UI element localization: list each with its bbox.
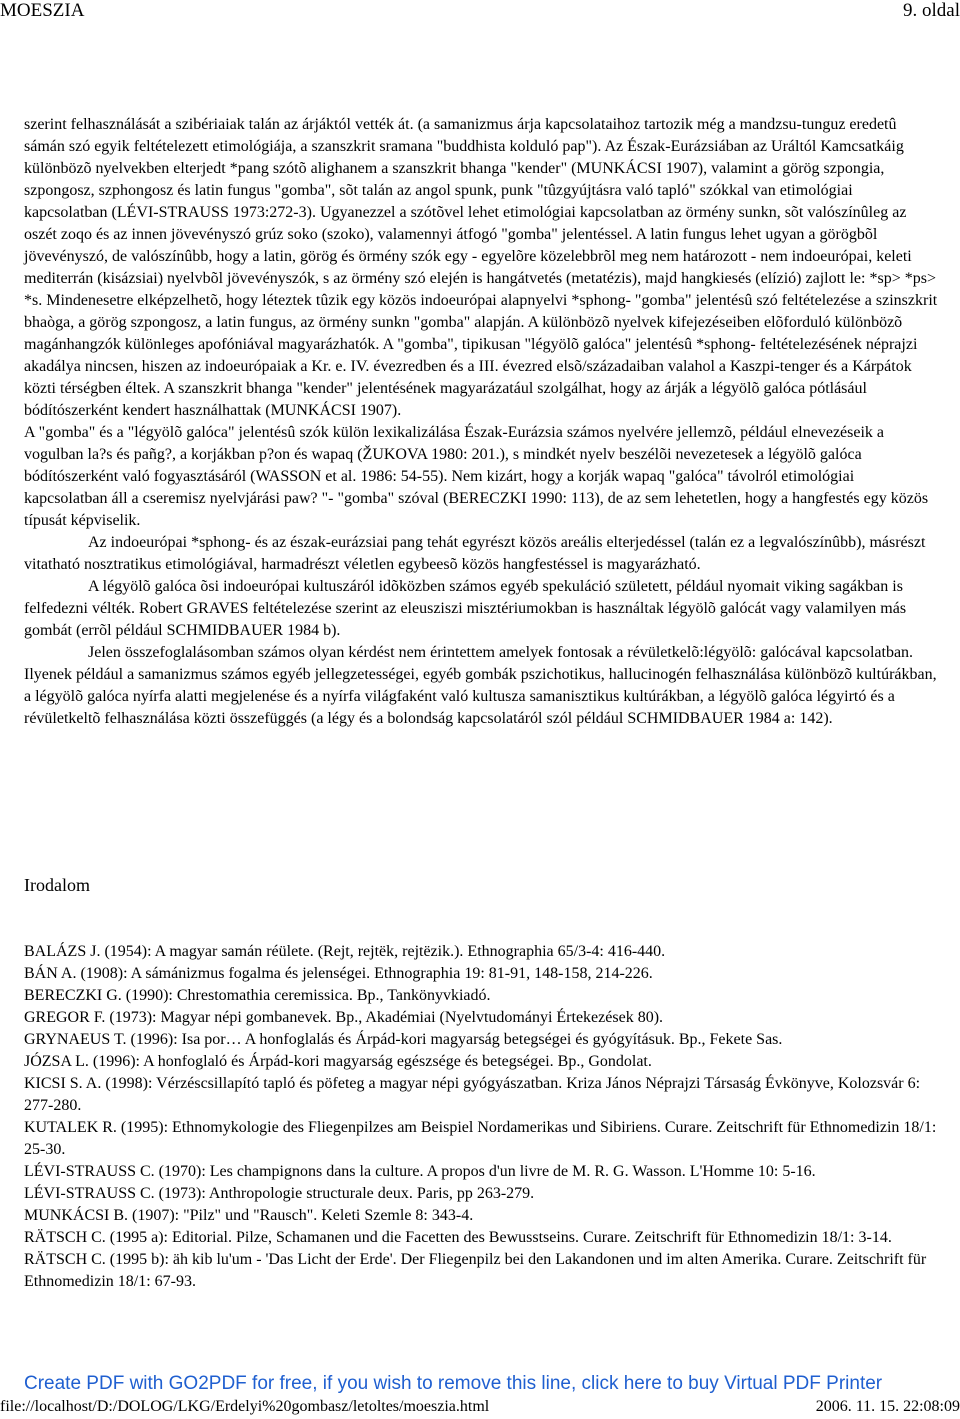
reference-item: KUTALEK R. (1995): Ethnomykologie des Fliegenpilzes am Beispiel Nordamerikas und Sibiriens. Curare. Zeitschrift für Ethnomedizin 18/1: 25-30. xyxy=(24,1119,937,1158)
article-body xyxy=(24,114,939,730)
reference-item: RÄTSCH C. (1995 b): äh kib lu'um - 'Das Licht der Erde'. Der Fliegenpilz bei den Lakandonen und im alten Amerika. Curare. Zeitschrift für Ethnomedizin 18/1: 67-93. xyxy=(24,1251,927,1290)
file-path: file://localhost/D:/DOLOG/LKG/Erdelyi%20gombasz/letoltes/moeszia.html xyxy=(0,1398,490,1415)
paragraph: A "gomba" és a "légyölõ galóca" jelentésû szók külön lexikalizálása Észak-Eurázsia számos nyelvére jellemzõ, például elnevezéseik a vogulban la?s és pañg?, a korjákban p?on és wapaq (ŽUKOVA 1980: 201.), s mindkét nyelv beszélõi nevezetesek a légyölõ galóca bódítószerként való fogyasztásáról (WASSON et al. 1986: 54-55). Nem kizárt, hogy a korják wapaq "galóca" távolról etimológiai kapcsolatban áll a cseremisz nyelvjárási paw? "- "gomba" szóval (BERECZKI 1990: 113), de az sem lehetetlen, hogy a hangfestés egy közös típusát képviselik. xyxy=(24,424,929,529)
page-header xyxy=(0,0,960,24)
reference-item: JÓZSA L. (1996): A honfoglaló és Árpád-kori magyarság egészsége és betegségei. Bp., Gondolat. xyxy=(24,1053,652,1070)
reference-item: KICSI S. A. (1998): Vérzéscsillapító tapló és pöfeteg a magyar népi gyógyászatban. Kriza János Néprajzi Társaság Évkönyve, Kolozsvár 6: 277-280. xyxy=(24,1075,921,1114)
reference-item: BERECZKI G. (1990): Chrestomathia ceremissica. Bp., Tankönyvkiadó. xyxy=(24,987,491,1004)
paragraph: A légyölõ galóca õsi indoeurópai kultuszáról idõközben számos egyéb spekuláció született, például nyomait viking sagákban is felfedezni vélték. Robert GRAVES feltételezése szerint az eleusziszi misztériumokban is használtak légyölõ galócát vagy valamilyen más gombát (errõl például SCHMIDBAUER 1984 b). xyxy=(24,578,907,639)
document-title: MOESZIA xyxy=(0,0,85,21)
paragraph: Az indoeurópai *sphong- és az észak-eurázsiai pang tehát egyrészt közös areális elterjedéssel (talán ez a legvalószínûbb), másrészt vitatható nosztratikus etimológiával, harmadrészt véletlen egybeesõ közös hangfestéssel is magyarázható. xyxy=(24,534,926,573)
page-number: 9. oldal xyxy=(903,0,960,21)
references-list xyxy=(24,941,939,1293)
go2pdf-banner-link[interactable]: Create PDF with GO2PDF for free, if you wish to remove this line, click here to buy Virtual PDF Printer xyxy=(24,1373,883,1394)
paragraph: szerint felhasználását a szibériaiak talán az árjáktól vették át. (a samanizmus árja kapcsolataihoz tartozik még a mandzsu-tunguz eredetû sámán szó egyik feltételezett etimológiája, a szanszkrit sramana "buddhista kolduló pap"). Az Észak-Eurázsiában az Uráltól Kamcsatkáig különbözõ nyelvekben elterjedt *pang szótõ alighanem a szanszkrit bhanga "kender" (MUNKÁCSI 1907), valamint a görög szpongia, szpongosz, szphongosz és latin fungus "gomba", sõt talán az angol spunk, punk "tûzgyújtásra való tapló" szókkal van etimológiai kapcsolatban (LÉVI-STRAUSS 1973:272-3). Ugyanezzel a szótõvel lehet etimológiai kapcsolatban az örmény sunkn, sõt valószínûleg az oszét zoqo és az innen jövevényszó grúz soko (szoko), valamennyi átfogó "gomba" jelentéssel. A latin fungus lehet ugyan a görögbõl jövevényszó, de valószínûbb, hogy a latin, görög és örmény szók egy - egyelõre közelebbrõl meg nem határozott - nem indoeurópai, keleti mediterrán (kisázsiai) nyelvbõl jövevényszók, s az örmény szó elején is hangátvetés (metatézis), majd hangkiesés (elízió) zajlott le: *sp> *ps> *s. Mindenesetre elképzelhetõ, hogy léteztek tûzik egy közös indoeurópai alapnyelvi *sphong- "gomba" jelentésû szó feltételezése a szinszkrit bhaòga, a görög szpongosz, a latin fungus, az örmény sunkn "gomba" alapján. A különbözõ nyelvek kifejezéseiben elõforduló különbözõ magánhangzók különleges apofóniával magyarázhatók. A "gomba", tipikusan "légyölõ galóca" jelentésû *sphong- feltételezésének néprajzi akadálya nincsen, hiszen az indoeurópaiak a Kr. e. IV. évezredben és a III. évezred elsõ/századaiban valahol a Kaszpi-tenger és a Kárpátok közti térségben éltek. A szanszkrit bhanga "kender" jelentésének magyarázatául szolgálhat, hogy az árják a légyölõ galóca pótlásául bódítószerként kendert használhattak (MUNKÁCSI 1907). xyxy=(24,116,938,419)
reference-item: GRYNAEUS T. (1996): Isa por… A honfoglalás és Árpád-kori magyarság betegségei és gyógyításuk. Bp., Fekete Sas. xyxy=(24,1031,783,1048)
paragraph: Jelen összefoglalásomban számos olyan kérdést nem érintettem amelyek fontosak a révületkelõ:légyölõ: galócával kapcsolatban. Ilyenek például a samanizmus számos egyéb jellegzetességei, egyéb gombák pszichotikus, hallucinogén felhasználása különbözõ kultúrákban, a légyölõ galóca nyírfa alatti megjelenése és a nyírfa világfaként való kultusza samanisztikus kultúrákban, a légyölõ galóca légyirtó és a révületkeltõ felhasználása közti összefüggés (a légy és a bolondság kapcsolatáról szól például SCHMIDBAUER 1984 a: 142). xyxy=(24,644,937,727)
references-heading: Irodalom xyxy=(24,875,90,895)
reference-item: BALÁZS J. (1954): A magyar samán réülete. (Rejt, rejtëk, rejtëzik.). Ethnographia 65/3-4: 416-440. xyxy=(24,943,666,960)
reference-item: LÉVI-STRAUSS C. (1973): Anthropologie structurale deux. Paris, pp 263-279. xyxy=(24,1185,535,1202)
reference-item: BÁN A. (1908): A sámánizmus fogalma és jelenségei. Ethnographia 19: 81-91, 148-158, 214-226. xyxy=(24,965,653,982)
reference-item: MUNKÁCSI B. (1907): "Pilz" und "Rausch". Keleti Szemle 8: 343-4. xyxy=(24,1207,474,1224)
reference-item: LÉVI-STRAUSS C. (1970): Les champignons dans la culture. A propos d'un livre de M. R. G. Wasson. L'Homme 10: 5-16. xyxy=(24,1163,816,1180)
print-datetime: 2006. 11. 15. 22:08:09 xyxy=(815,1398,960,1415)
reference-item: RÄTSCH C. (1995 a): Editorial. Pilze, Schamanen und die Facetten des Bewusstseins. Curare. Zeitschrift für Ethnomedizin 18/1: 3-14. xyxy=(24,1229,892,1246)
reference-item: GREGOR F. (1973): Magyar népi gombanevek. Bp., Akadémiai (Nyelvtudományi Értekezések 80). xyxy=(24,1009,664,1026)
page-footer xyxy=(0,1397,960,1419)
